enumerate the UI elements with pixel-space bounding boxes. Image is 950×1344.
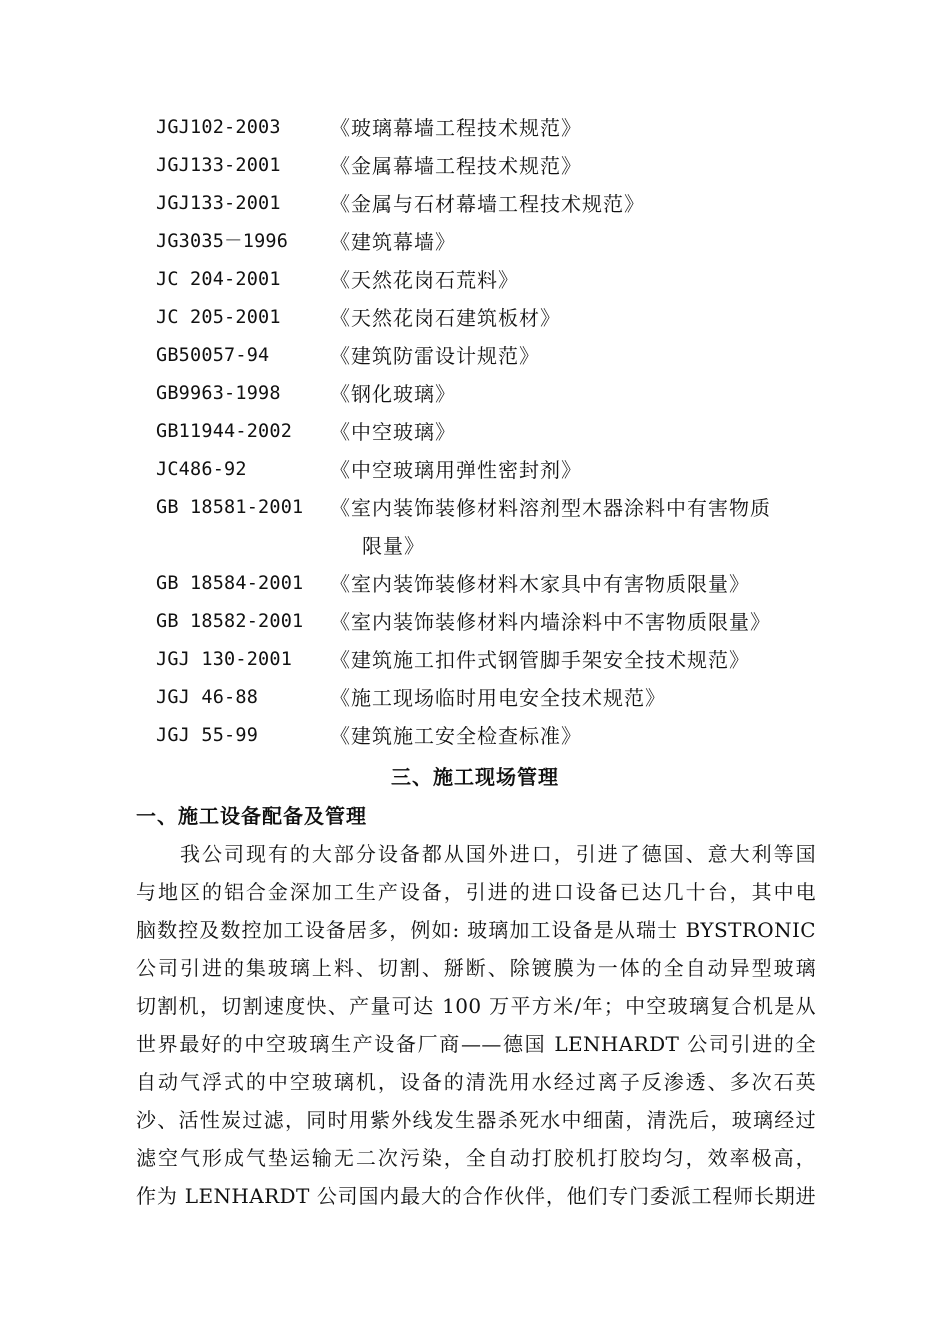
standard-row: [0, 337, 950, 375]
standard-code: JC 204-2001: [156, 269, 281, 290]
standard-code: JGJ 130-2001: [156, 649, 293, 670]
standard-title: 《建筑幕墙》: [330, 230, 456, 254]
standard-title: 《钢化玻璃》: [330, 382, 456, 406]
standard-code: JGJ133-2001: [156, 155, 281, 176]
standard-row: [0, 565, 950, 603]
standard-title: 《建筑施工安全检查标准》: [330, 724, 582, 748]
standard-row: [0, 261, 950, 299]
standard-title-continuation: 限量》: [362, 534, 425, 558]
standard-code: JGJ133-2001: [156, 193, 281, 214]
paragraph-line: 公司引进的集玻璃上料、切割、掰断、除镀膜为一体的全自动异型玻璃: [136, 956, 816, 980]
standard-title: 《天然花岗石荒料》: [330, 268, 519, 292]
paragraph-line: 滤空气形成气垫运输无二次污染，全自动打胶机打胶均匀，效率极高，: [136, 1146, 816, 1170]
standard-code: JC486-92: [156, 459, 247, 480]
standard-title-line: 《室内装饰装修材料溶剂型木器涂料中有害物质: [330, 496, 771, 520]
section-title: 三、施工现场管理: [391, 765, 559, 789]
paragraph-line: 切割机，切割速度快、产量可达 100 万平方米/年；中空玻璃复合机是从: [136, 994, 816, 1018]
paragraph-line: 沙、活性炭过滤，同时用紫外线发生器杀死水中细菌，清洗后，玻璃经过: [136, 1108, 816, 1132]
standard-row: [0, 223, 950, 261]
standard-title: 《建筑施工扣件式钢管脚手架安全技术规范》: [330, 648, 750, 672]
standard-row: [0, 299, 950, 337]
standards-list: [0, 109, 950, 755]
standard-code: GB9963-1998: [156, 383, 281, 404]
standard-title: 《金属幕墙工程技术规范》: [330, 154, 582, 178]
paragraph-line: 与地区的铝合金深加工生产设备，引进的进口设备已达几十台，其中电: [136, 880, 816, 904]
paragraph-line: 脑数控及数控加工设备居多，例如: 玻璃加工设备是从瑞士 BYSTRONIC: [136, 918, 816, 942]
standard-title: 《金属与石材幕墙工程技术规范》: [330, 192, 645, 216]
standard-code: JG3035－1996: [156, 231, 289, 252]
standard-row: [0, 147, 950, 185]
standard-row: [0, 641, 950, 679]
standard-code: JGJ 55-99: [156, 725, 259, 746]
standard-row: [0, 185, 950, 223]
standard-title: 《天然花岗石建筑板材》: [330, 306, 561, 330]
standard-code: GB 18584-2001: [156, 573, 304, 594]
standard-title: 《室内装饰装修材料木家具中有害物质限量》: [330, 572, 750, 596]
standard-row: [0, 489, 950, 565]
standard-row: [0, 603, 950, 641]
standard-title: 《建筑防雷设计规范》: [330, 344, 540, 368]
standard-code: GB 18582-2001: [156, 611, 304, 632]
standard-row: [0, 109, 950, 147]
standard-title: 《中空玻璃用弹性密封剂》: [330, 458, 582, 482]
paragraph-line: 作为 LENHARDT 公司国内最大的合作伙伴，他们专门委派工程师长期进: [136, 1184, 816, 1208]
standard-title: 《玻璃幕墙工程技术规范》: [330, 116, 582, 140]
sub-heading: 一、施工设备配备及管理: [136, 804, 367, 828]
paragraph-line: 自动气浮式的中空玻璃机，设备的清洗用水经过离子反渗透、多次石英: [136, 1070, 816, 1094]
standard-title: [330, 489, 820, 565]
standard-row: [0, 413, 950, 451]
standard-code: GB50057-94: [156, 345, 270, 366]
standard-title: 《施工现场临时用电安全技术规范》: [330, 686, 666, 710]
standard-title: 《中空玻璃》: [330, 420, 456, 444]
paragraph-line: 世界最好的中空玻璃生产设备厂商——德国 LENHARDT 公司引进的全: [136, 1032, 816, 1056]
standard-code: JGJ102-2003: [156, 117, 281, 138]
standard-code: JGJ 46-88: [156, 687, 259, 708]
standard-row: [0, 679, 950, 717]
standard-row: [0, 375, 950, 413]
standard-title: 《室内装饰装修材料内墙涂料中不害物质限量》: [330, 610, 771, 634]
standard-code: GB11944-2002: [156, 421, 293, 442]
standard-row: [0, 717, 950, 755]
paragraph-line: 我公司现有的大部分设备都从国外进口，引进了德国、意大利等国: [180, 842, 816, 866]
body-paragraph: [136, 835, 816, 1215]
standard-row: [0, 451, 950, 489]
standard-code: GB 18581-2001: [156, 497, 304, 518]
standard-code: JC 205-2001: [156, 307, 281, 328]
